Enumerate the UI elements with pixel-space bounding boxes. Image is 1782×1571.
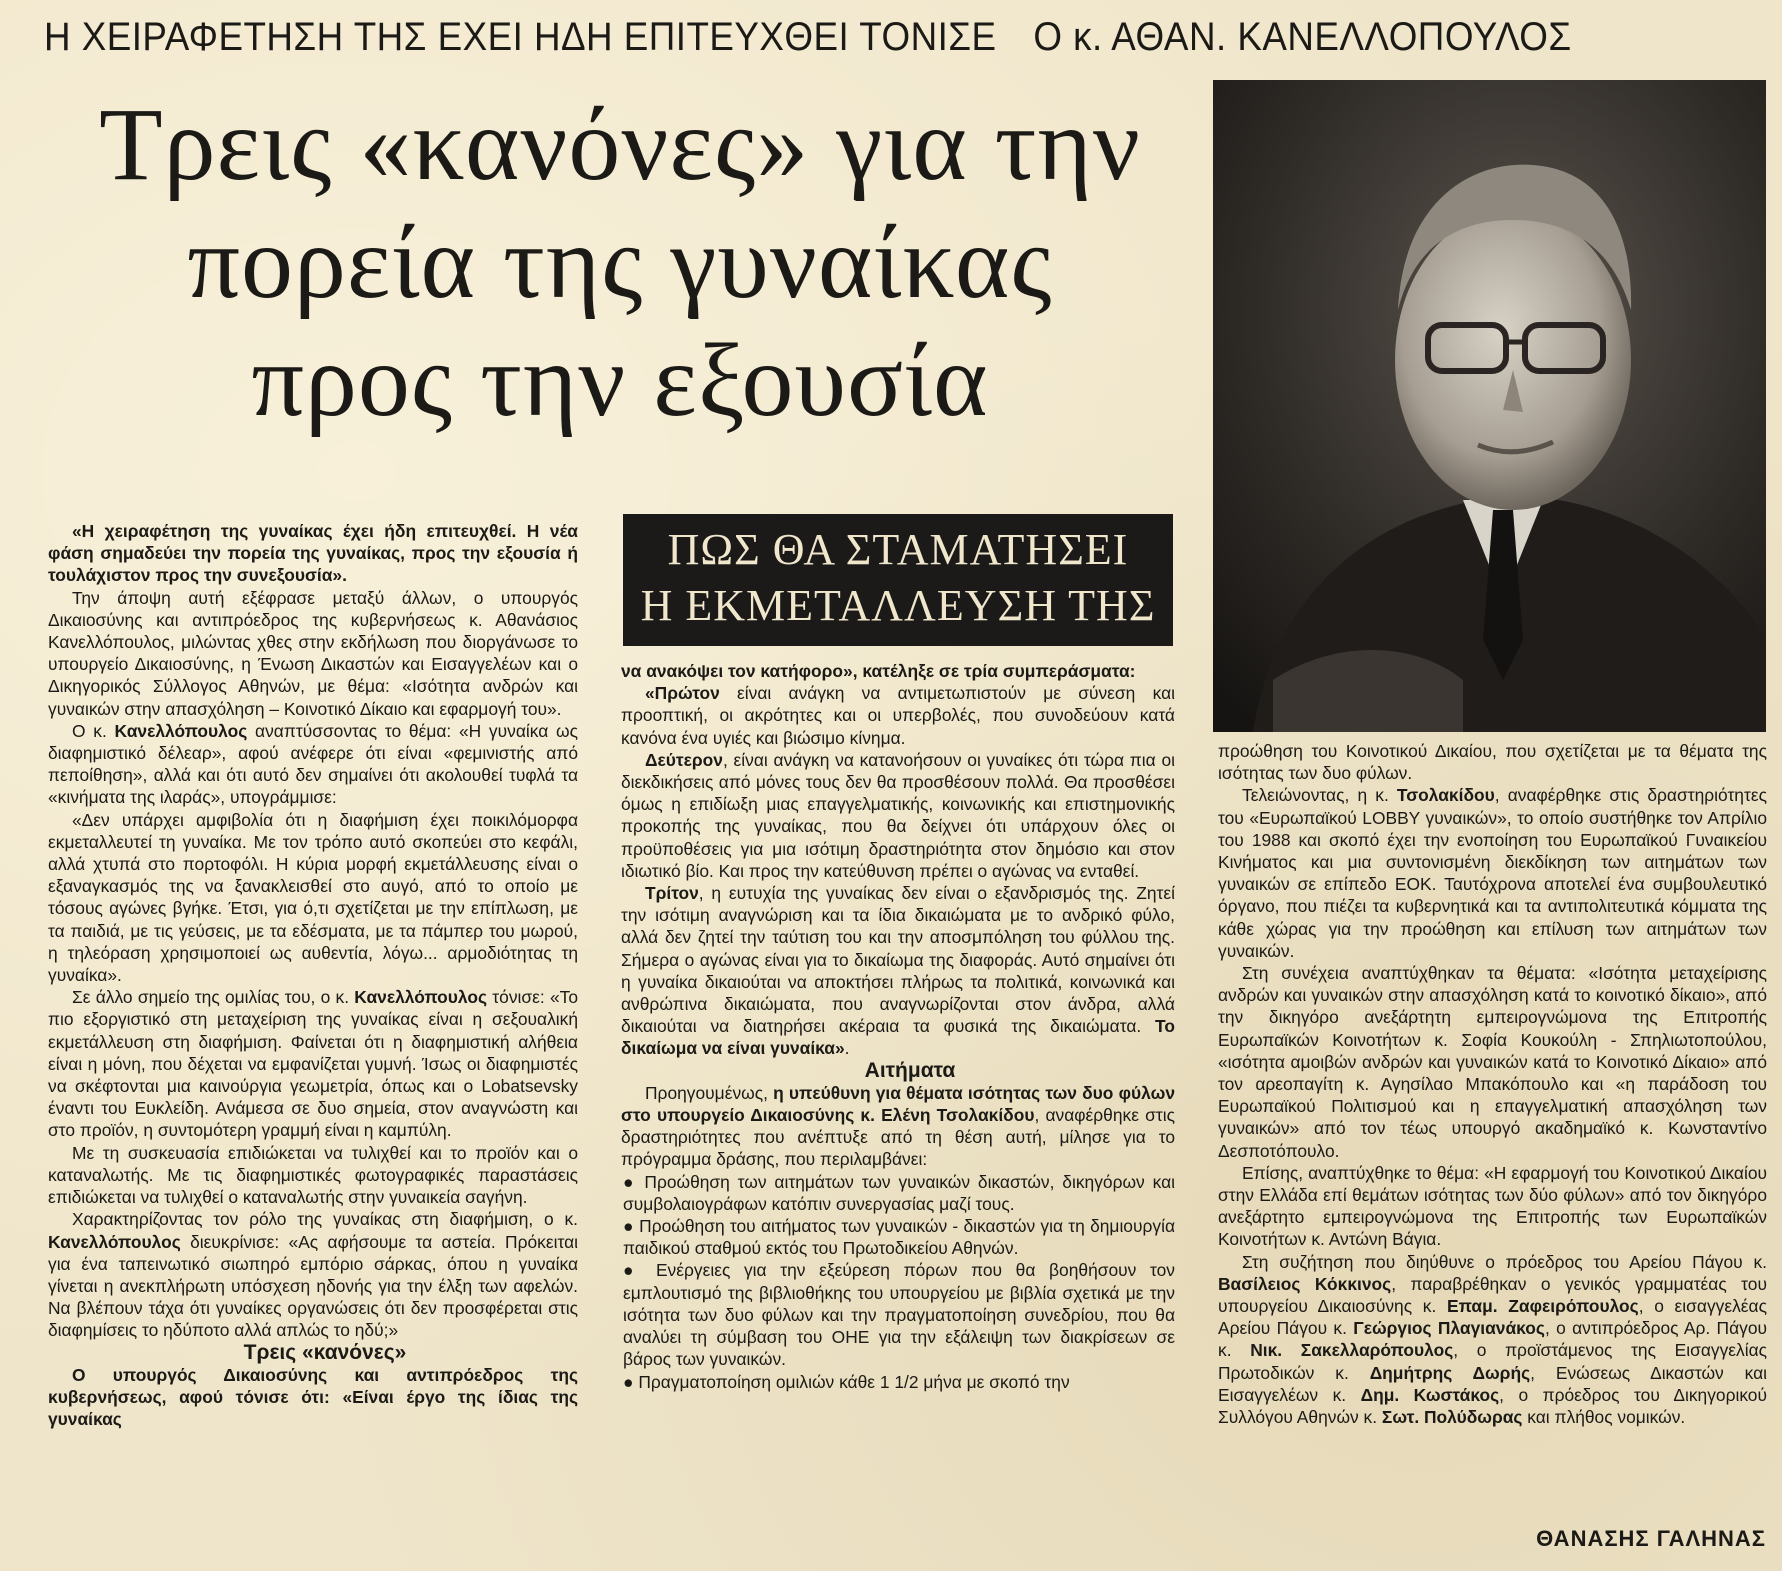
text: Στη συζήτηση που διηύθυνε ο πρόεδρος του Αρείου Πάγου κ. [1242,1251,1767,1272]
text: Χαρακτηρίζοντας τον ρόλο της γυναίκας στη διαφήμιση, ο κ. [72,1209,578,1230]
text: , είναι ανάγκη να κατανοήσουν οι γυναίκες ότι τώρα πια οι διεκδικήσεις από μόνες τους δεν θα προσθέσουν πολλά. Θα προσθέσει όμως η επιδίωξη μιας επαγγελματικής, κοινωνικής και επιστημονικής προκοπής της γυναίκας, που θα δείχνει ότι υπάρχουν όλες οι προϋποθέσεις για μια ισότιμη δραστηριότητα στον δημόσιο και στον ιδιωτικό βίο. Και προς την κατεύθυνση πρέπει ο αγώνας να ενταθεί. [621,749,1175,881]
bullet-item: ● Προώθηση των αιτημάτων των γυναικών δικαστών, δικηγόρων και συμβολαιογράφων κατόπιν συνεργασίας μαζί τους. [623,1171,1175,1214]
article-column-2 [621,660,1175,1393]
text: , ο προϊστάμενος της Εισαγγελίας Πρωτοδικών κ. [1218,1340,1768,1383]
text: , ο εισαγγελέας Αρείου Πάγου κ. [1218,1296,1767,1339]
paragraph [621,749,1175,882]
paragraph [621,1082,1175,1171]
emphasis: η υπεύθυνη για θέματα ισότητας των δυο φύλων στο υπουργείο Δικαιοσύνης κ. Ελένη Τσολακίδου [621,1082,1176,1126]
text: , αναφέρθηκε στις δραστηριότητες που ανέπτυξε από τη θέση αυτή, μίλησε για το πρόγραμμα δράσης, που περιλαμβάνει: [621,1105,1175,1170]
portrait-photo-drawing [1213,80,1766,732]
bullet-item: ● Πραγματοποίηση ομιλιών κάθε 1 1/2 μήνα με σκοπό την [623,1371,1070,1392]
paragraph [1218,784,1767,962]
byline: ΘΑΝΑΣΗΣ ΓΑΛΗΝΑΣ [1536,1526,1766,1551]
headline [40,86,1200,440]
text: είναι ανάγκη να αντιμετωπιστούν με σύνεση και προοπτική, οι ακρότητες και οι υπερβολές, που συνοδεύουν κατά κανόνα ένα υγιές και βιώσιμο κίνημα. [621,683,1175,748]
paragraph: Στη συνέχεια αναπτύχθηκαν τα θέματα: «Ισότητα μεταχείρισης ανδρών και γυναικών στην απασχόληση κατά το κοινοτικό δίκαιο», από την δικηγόρο ανεξάρτητη εμπειρογνώμονα της Επιτροπής Ευρωπαϊκών Κοινοτήτων κ. Σοφία Κουκούλη - Σπηλιωτοπούλου, «ισότητα αμοιβών ανδρών και γυναικών κατά το Κοινοτικό Δίκαιο» από τον αρεοπαγίτη κ. Αγησίλαο Μπακόπουλο και «η παράδοση του Ευρωπαϊκού Πολιτισμού και η επαγγελματική απασχόληση των γυναικών» από τον τέως υπουργό ακαδημαϊκό κ. Κωνσταντίνο Δεσποτόπουλο. [1218,963,1767,1161]
subheading: Τρεις «κανόνες» [243,1340,407,1364]
person-name: Τσολακίδου [1396,785,1495,806]
paragraph: να ανακόψει τον κατήφορο», κατέληξε σε τρία συμπεράσματα: [621,661,1136,681]
lead-paragraph: «Η χειραφέτηση της γυναίκας έχει ήδη επιτευχθεί. Η νέα φάση σημαδεύει την πορεία της γυναίκας, προς την εξουσία ή τουλάχιστον προς την συνεξουσία». [48,521,578,586]
paragraph [48,986,578,1141]
paragraph [621,682,1175,749]
text: , η ευτυχία της γυναίκας δεν είναι ο εξανδρισμός της. Ζητεί την ισότιμη αναγνώριση και τα ίδια δικαιώματα με το ανδρικό φύλο, αλλά δεν ζητεί την ταύτιση του και την αποσμπόληση του φύλλου της. Σήμερα ο αγώνας είναι για το δικαίωμα της διαφοράς. Αυτό σημαίνει ότι η γυναίκα δικαιούται να αποκτήσει πλήρως τα πολιτικά, κοινωνικά και ανθρώπινα δικαιώματα, που αναγνωρίζονται στον άνδρα, αλλά δικαιούται να διατηρήσει ακέραια τα φυσικά της δικαιώματα. [621,883,1175,1037]
paragraph [48,720,578,809]
person-name: Κανελλόπουλος [114,720,248,741]
paragraph: Επίσης, αναπτύχθηκε το θέμα: «Η εφαρμογή του Κοινοτικού Δικαίου στην Ελλάδα επί θεμάτων ισότητας των δύο φύλων» από τον δικηγόρο ανεξάρτητο εμπειρογνώμονα της Επιτροπής των Ευρωπαϊκών Κοινοτήτων κ. Αντώνη Βάγια. [1218,1162,1767,1250]
text: , ο πρόεδρος του Δικηγορικού Συλλόγου Αθηνών κ. [1218,1384,1767,1428]
text: , Ενώσεως Δικαστών και Εισαγγελέων κ. [1218,1362,1768,1405]
person-name: Σωτ. Πολύδωρας [1381,1407,1523,1428]
person-name: Κανελλόπουλος [48,1231,181,1252]
text: Τελειώνοντας, η κ. [1242,785,1397,806]
kicker-left: Η ΧΕΙΡΑΦΕΤΗΣΗ ΤΗΣ ΕΧΕΙ ΗΔΗ ΕΠΙΤΕΥΧΘΕΙ ΤΟΝΙΣΕ [44,15,997,59]
bullet-item: ● Ενέργειες για την εξεύρεση πόρων που θα βοηθήσουν τον εμπλουτισμό της βιβλιοθήκης του υπουργείου με βιβλία σχετικά με την ισότητα των δυο φύλων και την πραγματοποίηση συνεδρίου, που θα αναλύει τη σύμβαση του ΟΗΕ για την εξάλειψη των διακρίσεων σε βάρος των γυναικών. [623,1260,1175,1370]
emphasis: Δεύτερον [645,749,723,770]
text: και πλήθος νομικών. [1522,1407,1686,1428]
paragraph [621,882,1175,1060]
emphasis: «Πρώτον [645,683,720,704]
paragraph: Την άποψη αυτή εξέφρασε μεταξύ άλλων, ο υπουργός Δικαιοσύνης και αντιπρόεδρος της κυβερνήσεως κ. Αθανάσιος Κανελλόπουλος, μιλώντας χθες στην εκδήλωση που διοργάνωσε το υπουργείο Δικαιοσύνης, η Ένωση Δικαστών και Εισαγγελέων και ο Δικηγορικός Σύλλογος Αθηνών, με θέμα: «Ισότητα ανδρών και γυναικών στην απασχόληση – Κοινοτικό Δίκαιο και εφαρμογή του». [48,587,578,719]
paragraph [1218,1251,1767,1429]
person-name: Βασίλειος Κόκκινος [1218,1273,1392,1294]
kicker-right: Ο κ. ΑΘΑΝ. ΚΑΝΕΛΛΟΠΟΥΛΟΣ [1033,15,1572,59]
article-column-3 [1218,740,1767,1428]
headline-line-3: προς την εξουσία [251,323,989,438]
emphasis: Το δικαίωμα να είναι γυναίκα» [621,1016,1175,1059]
text: Προηγουμένως, [645,1082,774,1103]
text: αναπτύσσοντας το θέμα: «Η γυναίκα ως διαφημιστικό δέλεαρ», αφού ανέφερε ότι είναι «φεμινιστής από πεποίθηση», αλλά και ότι αυτό δεν σημαίνει ότι ακολουθεί τυφλά τα «κινήματα της ιλαράς», υπογράμμισε: [48,720,578,808]
paragraph: Με τη συσκευασία επιδιώκεται να τυλιχθεί και το προϊόν και ο καταναλωτής. Με τις διαφημιστικές φωτογραφικές παραστάσεις επιδιώκεται να τυλιχθεί ο καταναλωτής στην γυναικεία σαγήνη. [48,1142,578,1208]
person-name: Δημ. Κωστάκος [1360,1384,1500,1405]
headline-line-1: Τρεις «κανόνες» για την [99,87,1141,202]
article-column-1 [48,520,578,1430]
paragraph: Ο υπουργός Δικαιοσύνης και αντιπρόεδρος της κυβερνήσεως, αφού τόνισε ότι: «Είναι έργο της ίδιας της γυναίκας [48,1364,578,1430]
paragraph: προώθηση του Κοινοτικού Δικαίου, που σχετίζεται με τα θέματα της ισότητας των δυο φύλων. [1218,741,1767,784]
box-headline [623,514,1173,646]
subheading: Αιτήματα [864,1058,956,1082]
kicker-line [44,6,1626,68]
paragraph: «Δεν υπάρχει αμφιβολία ότι η διαφήμιση έχει ποικιλόμορφα εκμεταλλευτεί τη γυναίκα. Με τον τρόπο αυτό σκοπεύει στο κεφάλι, αλλά χτυπά στο πορτοφόλι. Η κύρια μορφή εκμετάλλευσης είναι ο εξαναγκασμός της να ξανακλεισθεί στο αυγό, από το οποίο με τόσους αγώνες βγήκε. Έτσι, για ό,τι σχετίζεται με την επίπλωση, με τα παιδιά, με τις γεύσεις, με τα εδέσματα, με τα πάμπερ του μωρού, η τηλεόραση χρησιμοποιεί ως αυθεντία, λόγω... αρμοδιότητας τη γυναίκα». [48,809,578,986]
emphasis: Τρίτον [645,883,699,904]
person-name: Δημήτρης Δωρής [1369,1362,1531,1383]
portrait-photo [1213,80,1766,732]
bullet-item: ● Προώθηση του αιτήματος των γυναικών - δικαστών για τη δημιουργία παιδικού σταθμού εκτός του Πρωτοδικείου Αθηνών. [623,1216,1175,1259]
box-headline-line-1: ΠΩΣ ΘΑ ΣΤΑΜΑΤΗΣΕΙ [667,525,1129,574]
text: Ο κ. [72,720,115,741]
text: τόνισε: «Το πιο εξοργιστικό στη μεταχείριση της γυναίκας είναι η σεξουαλική εκμετάλλευση στη διαφήμιση. Φαίνεται ότι η διαφημιστική αλήθεια είναι η μόνη, που δέχεται να εμφανίζεται γυμνή. Ίσως οι διαφημιστές να σκέφτονται μια καινούργια γεωμετρία, όπως και ο Lobatsevsky έναντι του Ευκλείδη. Ανάμεσα σε δυο σημεία, στον αναγνώστη και στο προϊόν, η συντομότερη γραμμή είναι η καμπύλη. [48,987,578,1141]
person-name: Γεώργιος Πλαγιανάκος [1353,1318,1545,1339]
text: Σε άλλο σημείο της ομιλίας του, ο κ. [72,987,355,1008]
paragraph [48,1208,578,1341]
box-headline-line-2: Η ΕΚΜΕΤΑΛΛΕΥΣΗ ΤΗΣ [640,581,1156,630]
text: , ο αντιπρόεδρος Αρ. Πάγου κ. [1218,1318,1768,1361]
person-name: Νικ. Σακελλαρόπουλος [1250,1340,1454,1361]
text: . [844,1038,850,1059]
person-name: Επαμ. Ζαφειρόπουλος [1446,1296,1639,1317]
person-name: Κανελλόπουλος [354,987,488,1008]
text: διευκρίνισε: «Ας αφήσουμε τα αστεία. Πρόκειται για ένα ταπεινωτικό σιωπηρό εμπόριο σάρκας, όπου η γυναίκα γίνεται η ανεκπλήρωτη υπόσχεση ηδονής για την έλξη των αφελών. Να βλέπουν τάχα ότι γυναίκες οργανώσεις ότι δεν προσφέρεται στις διαφημίσεις το ηδύποτο αλλά απλώς το ηδύ;» [48,1231,578,1341]
headline-line-2: πορεία της γυναίκας [187,205,1053,320]
text: , αναφέρθηκε στις δραστηριότητες του «Ευρωπαϊκού LOBBY γυναικών», το οποίο συστήθηκε τον Απρίλιο του 1988 και σκοπό έχει την ενοποίηση του Ευρωπαϊκού Γυναικείου Κινήματος και μια συντονισμένη διεκδίκηση των αιτημάτων των γυναικών σε επίπεδο ΕΟΚ. Ταυτόχρονα αποτελεί ένα συμβουλευτικό όργανο, που πιέζει τα κυβερνητικά και τα αντιπολιτευτικά κόμματα της κάθε χώρας για την προώθηση και επίλυση των αιτημάτων των γυναικών. [1218,785,1767,961]
text: , παραβρέθηκαν ο γενικός γραμματέας του υπουργείου Δικαιοσύνης κ. [1218,1273,1767,1317]
